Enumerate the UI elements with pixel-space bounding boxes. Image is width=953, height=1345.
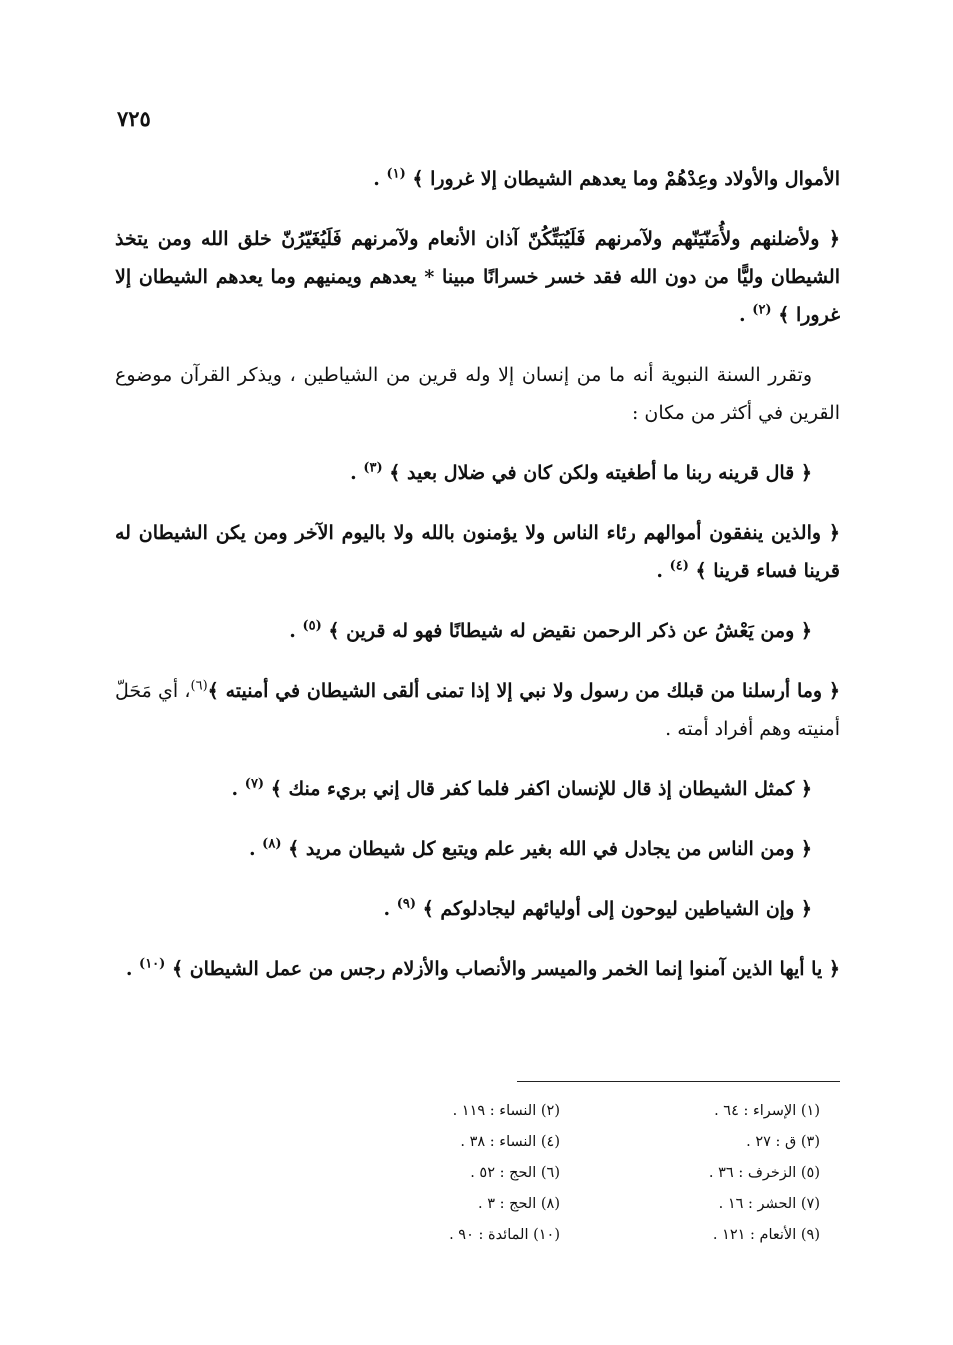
- paragraph-10: [115, 890, 840, 928]
- page-number: ٧٢٥: [117, 106, 151, 131]
- footnote-4: (٤) النساء : ٣٨ .: [460, 1134, 560, 1150]
- footnote-10: (١٠) المائدة : ٩٠ .: [449, 1227, 560, 1243]
- footnote-8: (٨) الحج : ٣ .: [477, 1196, 560, 1212]
- paragraph-7: [115, 672, 840, 748]
- footnote-7: (٧) الحشر : ١٦ .: [718, 1196, 820, 1212]
- footnote-ref: (٧): [244, 776, 265, 792]
- paragraph-6: [115, 612, 840, 650]
- paragraph-5: [115, 514, 840, 590]
- paragraph-text: ﴿ كمثل الشيطان إذ قال للإنسان اكفر فلما كفر قال إني بريء منك ﴾: [270, 778, 812, 800]
- footnote-1: (١) الإسراء : ٦٤ .: [714, 1103, 820, 1119]
- main-text: [115, 160, 840, 1010]
- paragraph-text: الأموال والأولاد وعِدْهُمْ وما يعدهم الشيطان إلا غرورا ﴾: [412, 168, 840, 190]
- paragraph-tail: .: [125, 958, 140, 980]
- paragraph-text: ﴿ والذين ينفقون أموالهم رئاء الناس ولا يؤمنون بالله ولا باليوم الآخر ومن يكن الشيطان له قرينا فساء قرينا ﴾: [115, 522, 840, 582]
- footnote-6: (٦) الحج : ٥٢ .: [470, 1165, 560, 1181]
- footnote-ref: (٦): [190, 678, 208, 694]
- footnote-ref: (٥): [302, 618, 322, 634]
- footnote-ref: (١٠): [139, 956, 166, 972]
- paragraph-tail: .: [231, 778, 245, 800]
- paragraph-text: ﴿ ومن يَعْشُ عن ذكر الرحمن نقيض له شيطانًا فهو له قرين ﴾: [328, 620, 812, 642]
- paragraph-text: ﴿ قال قرينه ربنا ما أطغيته ولكن كان في ضلال بعيد ﴾: [389, 462, 812, 484]
- footnote-ref: (٩): [396, 896, 416, 912]
- paragraph-tail: ، أي مَحَلّ أمنيته وهم أفراد أمته .: [115, 680, 840, 740]
- paragraph-text: ﴿ ولأضلنهم ولأُمَنّيَنّهم ولآمرنهم فَلَيُبَتِّكُنّ آذان الأنعام ولآمرنهم فَلَيُغَيّرُنّ خلق الله ومن يتخذ الشيطان وليًّا من دون الله فقد خسر خسرانًا مبينا * يعدهم ويمنيهم وما يعدهم الشيطان إلا غرورا ﴾: [115, 228, 840, 326]
- paragraph-text: ﴿ ومن الناس من يجادل في الله بغير علم ويتبع كل شيطان مريد ﴾: [288, 838, 812, 860]
- paragraph-tail: .: [248, 838, 263, 860]
- paragraph-3: [115, 356, 840, 432]
- paragraph-tail: .: [350, 462, 364, 484]
- paragraph-text: وتقرر السنة النبوية أنه ما من إنسان إلا وله قرين من الشياطين ، ويذكر القرآن موضوع القرين في أكثر من مكان :: [115, 364, 840, 424]
- paragraph-tail: .: [656, 560, 670, 582]
- footnote-ref: (٤): [669, 558, 689, 574]
- paragraph-text: ﴿ وإن الشياطين ليوحون إلى أوليائهم ليجادلوكم ﴾: [422, 898, 812, 920]
- footnote-2: (٢) النساء : ١١٩ .: [452, 1103, 560, 1119]
- paragraph-4: [115, 454, 840, 492]
- footnote-5: (٥) الزخرف : ٣٦ .: [708, 1165, 820, 1181]
- footnote-ref: (٨): [262, 836, 282, 852]
- footnote-ref: (٢): [752, 302, 772, 318]
- paragraph-tail: .: [373, 168, 387, 190]
- paragraph-text: ﴿ يا أيها الذين آمنوا إنما الخمر والميسر والأنصاب والأزلام رجس من عمل الشيطان ﴾: [171, 958, 840, 980]
- paragraph-tail: .: [383, 898, 397, 920]
- paragraph-8: [115, 770, 840, 808]
- paragraph-1: [115, 160, 840, 198]
- footnote-9: (٩) الأنعام : ١٢١ .: [712, 1227, 820, 1243]
- paragraph-text: ﴿ وما أرسلنا من قبلك من رسول ولا نبي إلا إذا تمنى ألقى الشيطان في أمنيته ﴾: [207, 680, 841, 702]
- paragraph-2: [115, 220, 840, 334]
- footnote-ref: (١): [386, 166, 406, 182]
- footnotes: [300, 1098, 820, 1249]
- paragraph-11: [115, 950, 840, 988]
- footnote-divider: [517, 1081, 840, 1082]
- paragraph-tail: .: [289, 620, 303, 642]
- paragraph-tail: .: [739, 304, 753, 326]
- paragraph-9: [115, 830, 840, 868]
- footnote-ref: (٣): [363, 460, 383, 476]
- footnote-3: (٣) ق : ٢٧ .: [746, 1134, 820, 1150]
